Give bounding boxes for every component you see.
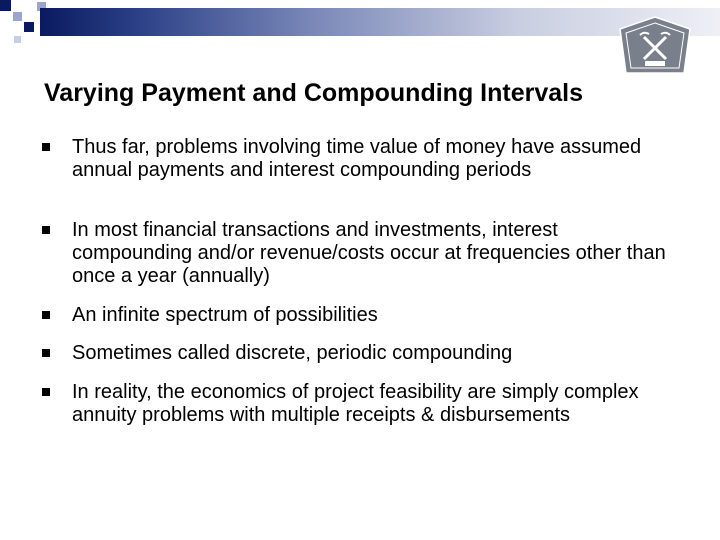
slide-title: Varying Payment and Compounding Intervals: [44, 79, 583, 107]
bullet-text: In reality, the economics of project feasibility are simply complex annuity problems with multiple receipts & disbursements: [72, 381, 639, 426]
square-bullet-icon: [42, 311, 50, 319]
square-bullet-icon: [42, 388, 50, 396]
deco-square-dark: [24, 22, 34, 32]
bullet-text: In most financial transactions and investments, interest compounding and/or revenue/costs occur at frequencies other than once a year (annually): [72, 219, 666, 287]
square-bullet-icon: [42, 143, 50, 151]
square-bullet-icon: [42, 226, 50, 234]
square-bullet-icon: [42, 349, 50, 357]
bullet-text: Thus far, problems involving time value of money have assumed annual payments and interest compounding periods: [72, 136, 642, 181]
deco-square-light: [14, 36, 21, 43]
deco-square-light: [13, 12, 22, 21]
bullet-text: Sometimes called discrete, periodic compounding: [72, 342, 513, 364]
bullet-text: An infinite spectrum of possibilities: [72, 304, 378, 326]
seal-icon: [618, 15, 692, 77]
deco-square-dark: [0, 0, 11, 11]
